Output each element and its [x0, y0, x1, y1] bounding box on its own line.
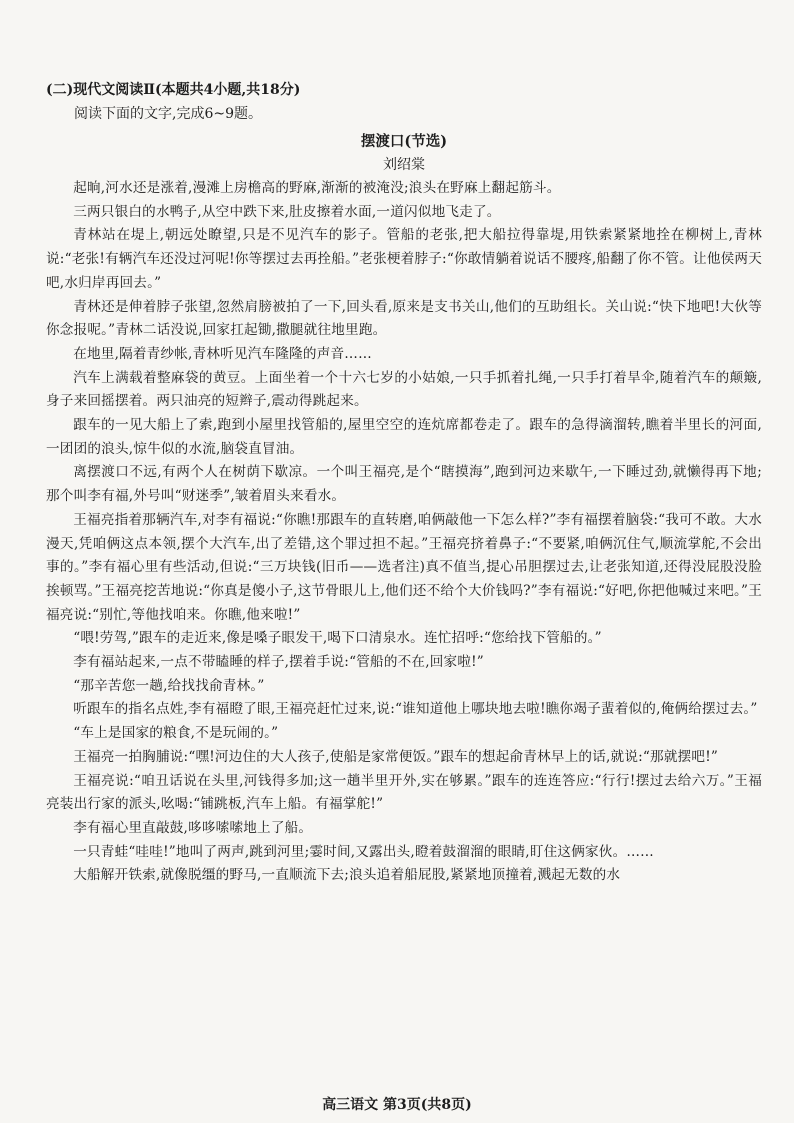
passage-paragraph: 汽车上满载着整麻袋的黄豆。上面坐着一个十六七岁的小姑娘,一只手抓着扎绳,一只手打着旱伞,随着汽车的颠簸,身子来回摇摆着。两只油亮的短辫子,震动得跳起来。: [46, 369, 762, 410]
passage-title: 摆渡口(节选): [360, 133, 448, 150]
passage-paragraph: 在地里,隔着青纱帐,青林听见汽车隆隆的声音……: [73, 345, 372, 362]
passage-paragraph: “车上是国家的粮食,不是玩闹的。”: [73, 725, 279, 742]
passage-body: [46, 177, 762, 888]
passage-author: 刘绍棠: [383, 157, 425, 173]
reading-instruction: 阅读下面的文字,完成6~9题。: [74, 106, 262, 122]
passage-paragraph: 李有福心里直敲鼓,哆哆嗦嗦地上了船。: [73, 819, 313, 836]
passage-paragraph: 三两只银白的水鸭子,从空中跌下来,肚皮擦着水面,一道闪似地飞走了。: [73, 203, 501, 220]
page-footer: 高三语文 第3页(共8页): [322, 1097, 472, 1113]
passage-paragraph: 一只青蛙“哇哇!”地叫了两声,跳到河里;霎时间,又露出头,瞪着鼓溜溜的眼睛,盯住这俩家伙。……: [73, 843, 654, 860]
passage-paragraph: 大船解开铁索,就像脱缰的野马,一直顺流下去;浪头追着船屁股,紧紧地顶撞着,溅起无数的水: [73, 867, 621, 884]
passage-paragraph: 青林还是伸着脖子张望,忽然肩膀被拍了一下,回头看,原来是支书关山,他们的互助组长。关山说:“快下地吧!大伙等你念报呢。”青林二话没说,回家扛起锄,撒腿就往地里跑。: [46, 298, 762, 339]
passage-paragraph: “那辛苦您一趟,给找找俞青林。”: [73, 677, 265, 694]
passage-paragraph: 王福亮指着那辆汽车,对李有福说:“你瞧!那跟车的直转磨,咱俩敲他一下怎么样?”李有福摆着脑袋:“我可不敢。大水漫天,凭咱俩这点本领,摆个大汽车,出了差错,这个罪过担不起。”王福亮挤着鼻子:“不要紧,咱俩沉住气,顺流掌舵,不会出事的。”李有福心里有些活动,但说:“三万块钱(旧币——选者注)真不值当,提心吊胆摆过去,让老张知道,还得没屁股没脸挨顿骂。”王福亮挖苦地说:“你真是傻小子,这节骨眼儿上,他们还不给个大价钱吗?”李有福说:“好吧,你把他喊过来吧。”王福亮说:“别忙,等他找咱来。你瞧,他来啦!”: [46, 511, 762, 623]
passage-paragraph: 听跟车的指名点姓,李有福瞪了眼,王福亮赶忙过来,说:“谁知道他上哪块地去啦!瞧你竭子蜚着似的,俺俩给摆过去。”: [73, 701, 758, 718]
passage-paragraph: 离摆渡口不远,有两个人在树荫下歇凉。一个叫王福亮,是个“瞎摸海”,跑到河边来歇午,一下睡过劲,就懒得再下地;那个叫李有福,外号叫“财迷季”,皱着眉头来看水。: [46, 464, 762, 505]
passage-paragraph: 李有福站起来,一点不带瞌睡的样子,摆着手说:“管船的不在,回家啦!”: [73, 654, 484, 671]
section-header: (二)现代文阅读Ⅱ(本题共4小题,共18分): [46, 82, 301, 98]
passage-paragraph: 青林站在堤上,朝远处瞭望,只是不见汽车的影子。管船的老张,把大船拉得靠堤,用铁索紧紧地拴在柳树上,青林说:“老张!有辆汽车还没过河呢!你等摆过去再拴船。”老张梗着脖子:“你敢情躺着说话不腰疼,船翻了你不管。让他侯两天吧,水归岸再回去。”: [46, 227, 762, 291]
passage-paragraph: 王福亮一拍胸脯说:“嘿!河边住的大人孩子,使船是家常便饭。”跟车的想起俞青林早上的话,就说:“那就摆吧!”: [73, 748, 719, 765]
passage-paragraph: 起晌,河水还是涨着,漫滩上房檐高的野麻,渐渐的被淹没;浪头在野麻上翻起筋斗。: [73, 180, 561, 196]
passage-paragraph: “喂!劳驾,”跟车的走近来,像是嗓子眼发干,喝下口清泉水。连忙招呼:“您给找下管船的。”: [73, 630, 602, 647]
passage-paragraph: 跟车的一见大船上了索,跑到小屋里找管船的,屋里空空的连炕席都卷走了。跟车的急得滴溜转,瞧着半里长的河面,一团团的浪头,惊牛似的水流,脑袋直冒油。: [46, 417, 762, 457]
passage-paragraph: 王福亮说:“咱丑话说在头里,河钱得多加;这一趟半里开外,实在够累。”跟车的连连答应:“行行!摆过去给六万。”王福亮装出行家的派头,吆喝:“铺跳板,汽车上船。有福掌舵!”: [46, 772, 762, 813]
